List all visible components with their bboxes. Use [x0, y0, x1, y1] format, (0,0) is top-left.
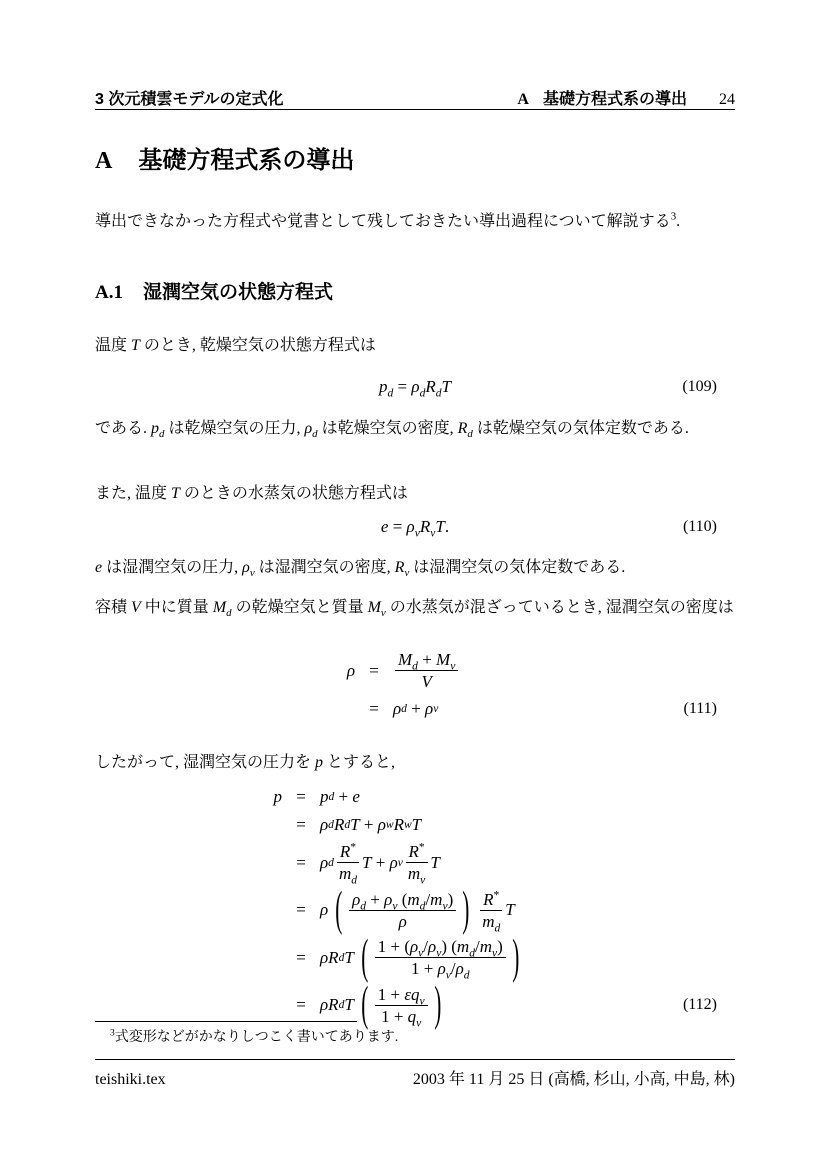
- section-heading: [95, 140, 354, 175]
- intro-paragraph: 導出できなかった方程式や覚書として残しておきたい導出過程について解説する$^3$.: [95, 210, 681, 230]
- equation-row: = ρ d $\frac{R^*}{m_d}$ T + ρ v $\frac{R^*}{m_v}$ T: [296, 840, 440, 887]
- footnote-text: 式変形などがかなりしつこく書いてあります.: [114, 1030, 399, 1045]
- paragraph-density-intro: 容積 V 中に質量 $M_d$ の乾燥空気と質量 $M_v$ の水蒸気が混ざっているとき, 湿潤空気の密度は: [95, 599, 734, 620]
- page-header: [95, 86, 735, 109]
- equation-row: p = p d + e: [273, 787, 360, 806]
- equation-110: [95, 512, 735, 542]
- equation-row: ρ = $\frac{M_d + M_v}{V}$: [95, 648, 735, 694]
- equation-row: = ρ R d T ( $\frac{1 + (\rho_v/\rho_v) (m_d/m_v)}{1 + \rho_v/\rho_d}$ ): [296, 929, 520, 984]
- paragraph-pressure-intro: したがって, 湿潤空気の圧力を p とすると,: [95, 754, 396, 771]
- equation-number: (112): [682, 996, 717, 1014]
- header-rule: [95, 109, 735, 110]
- page-number: 24: [719, 91, 735, 108]
- equation-row: = ρ d R d T + ρ w R w T: [296, 815, 422, 834]
- page-footer: [95, 1066, 735, 1089]
- footnote: [110, 1027, 735, 1049]
- equation-110-body: $e = \rho_vR_vT$.: [380, 517, 450, 540]
- header-section-title: 基礎方程式系の導出: [542, 91, 687, 108]
- equation-112: [95, 782, 735, 1030]
- paragraph-dry-air-intro: 温度 T のとき, 乾燥空気の状態方程式は: [95, 337, 376, 354]
- equation-109: [95, 372, 735, 402]
- paragraph-vapor-intro: また, 温度 T のときの水蒸気の状態方程式は: [95, 485, 408, 502]
- equation-110-number: (110): [682, 518, 717, 535]
- equation-row: = ρ d + ρ v (111): [369, 698, 717, 718]
- paragraph-dry-air-vars: である. $p_d$ は乾燥空気の圧力, $\rho_d$ は乾燥空気の密度, $R_d$ は乾燥空気の気体定数である.: [95, 420, 689, 441]
- footer-rule: [95, 1059, 735, 1060]
- equation-number: (111): [683, 699, 717, 717]
- footer-filename: teishiki.tex: [95, 1071, 166, 1088]
- section-title: 基礎方程式系の導出: [138, 147, 355, 174]
- equation-row: = ρ ( $\frac{\rho_d + \rho_v (m_d/m_v)}{\rho}$ ) $\frac{R^*}{m_d}$ T: [296, 881, 515, 936]
- equation-109-body: $p_d = \rho_dR_dT$: [379, 377, 451, 400]
- paragraph-vapor-vars: e は湿潤空気の圧力, $\rho_v$ は湿潤空気の密度, $R_v$ は湿潤空気の気体定数である.: [95, 559, 626, 580]
- header-section-ref: [517, 86, 735, 109]
- header-running-title: 3 次元積雲モデルの定式化: [95, 91, 284, 108]
- header-section-letter: A: [517, 91, 529, 108]
- section-number: A: [95, 148, 113, 174]
- footer-date-authors: 2003 年 11 月 25 日 (高橋, 杉山, 小高, 中島, 林): [412, 1071, 735, 1088]
- subsection-title: 湿潤空気の状態方程式: [142, 282, 333, 303]
- footnote-rule: [95, 1021, 357, 1022]
- equation-row: = ρ R d T ( $\frac{1 + \varepsilon q_v}{1 + q_v}$ ) (112): [296, 976, 717, 1031]
- equation-109-number: (109): [682, 378, 717, 395]
- equation-111: [95, 646, 735, 724]
- subsection-number: A.1: [95, 282, 123, 303]
- subsection-heading: [95, 277, 333, 304]
- footnote-marker: 3: [110, 1028, 115, 1039]
